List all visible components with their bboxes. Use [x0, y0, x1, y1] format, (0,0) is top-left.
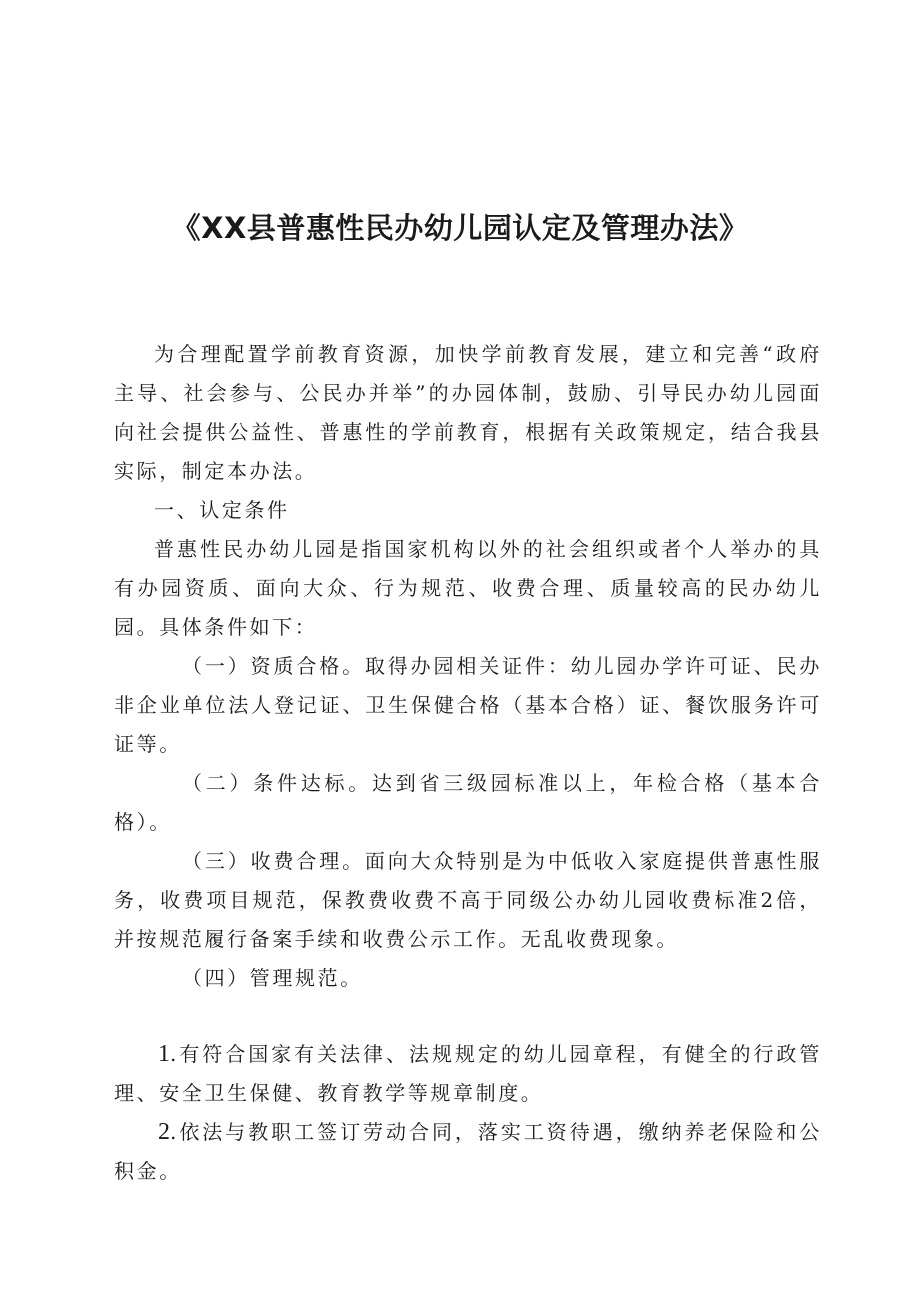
section-1-heading: 一、认定条件: [154, 498, 290, 522]
list-item-text: .有符合国家有关法律、法规规定的幼儿园章程，有健全的行政管理、安全卫生保健、教育教学等规章制度。: [114, 1042, 822, 1105]
document-title: 《XX县普惠性民办幼儿园认定及管理办法》: [171, 211, 749, 245]
condition-4: （四）管理规范。: [182, 966, 363, 990]
list-item-number: 1: [158, 1041, 170, 1067]
list-item-text: .依法与教职工签订劳动合同，落实工资待遇，缴纳养老保险和公积金。: [114, 1120, 822, 1183]
condition-1: （一）资质合格。取得办园相关证件：幼儿园办学许可证、民办非企业单位法人登记证、卫生保健合格（基本合格）证、餐饮服务许可证等。: [114, 654, 822, 756]
document-body: [114, 335, 822, 1191]
list-item-number: 2: [158, 1119, 170, 1145]
list-item: [114, 1035, 822, 1113]
intro-paragraph: 为合理配置学前教育资源，加快学前教育发展，建立和完善“政府主导、社会参与、公民办并举”的办园体制，鼓励、引导民办幼儿园面向社会提供公益性、普惠性的学前教育，根据有关政策规定，结合我县实际，制定本办法。: [114, 342, 822, 483]
condition-2: （二）条件达标。达到省三级园标准以上，年检合格（基本合格）。: [114, 771, 822, 834]
condition-3: （三）收费合理。面向大众特别是为中低收入家庭提供普惠性服务，收费项目规范，保教费收费不高于同级公办幼儿园收费标准2倍，并按规范履行备案手续和收费公示工作。无乱收费现象。: [114, 849, 822, 951]
list-item: [114, 1113, 822, 1191]
section-1-intro: 普惠性民办幼儿园是指国家机构以外的社会组织或者个人举办的具有办园资质、面向大众、行为规范、收费合理、质量较高的民办幼儿园。具体条件如下：: [114, 537, 822, 639]
